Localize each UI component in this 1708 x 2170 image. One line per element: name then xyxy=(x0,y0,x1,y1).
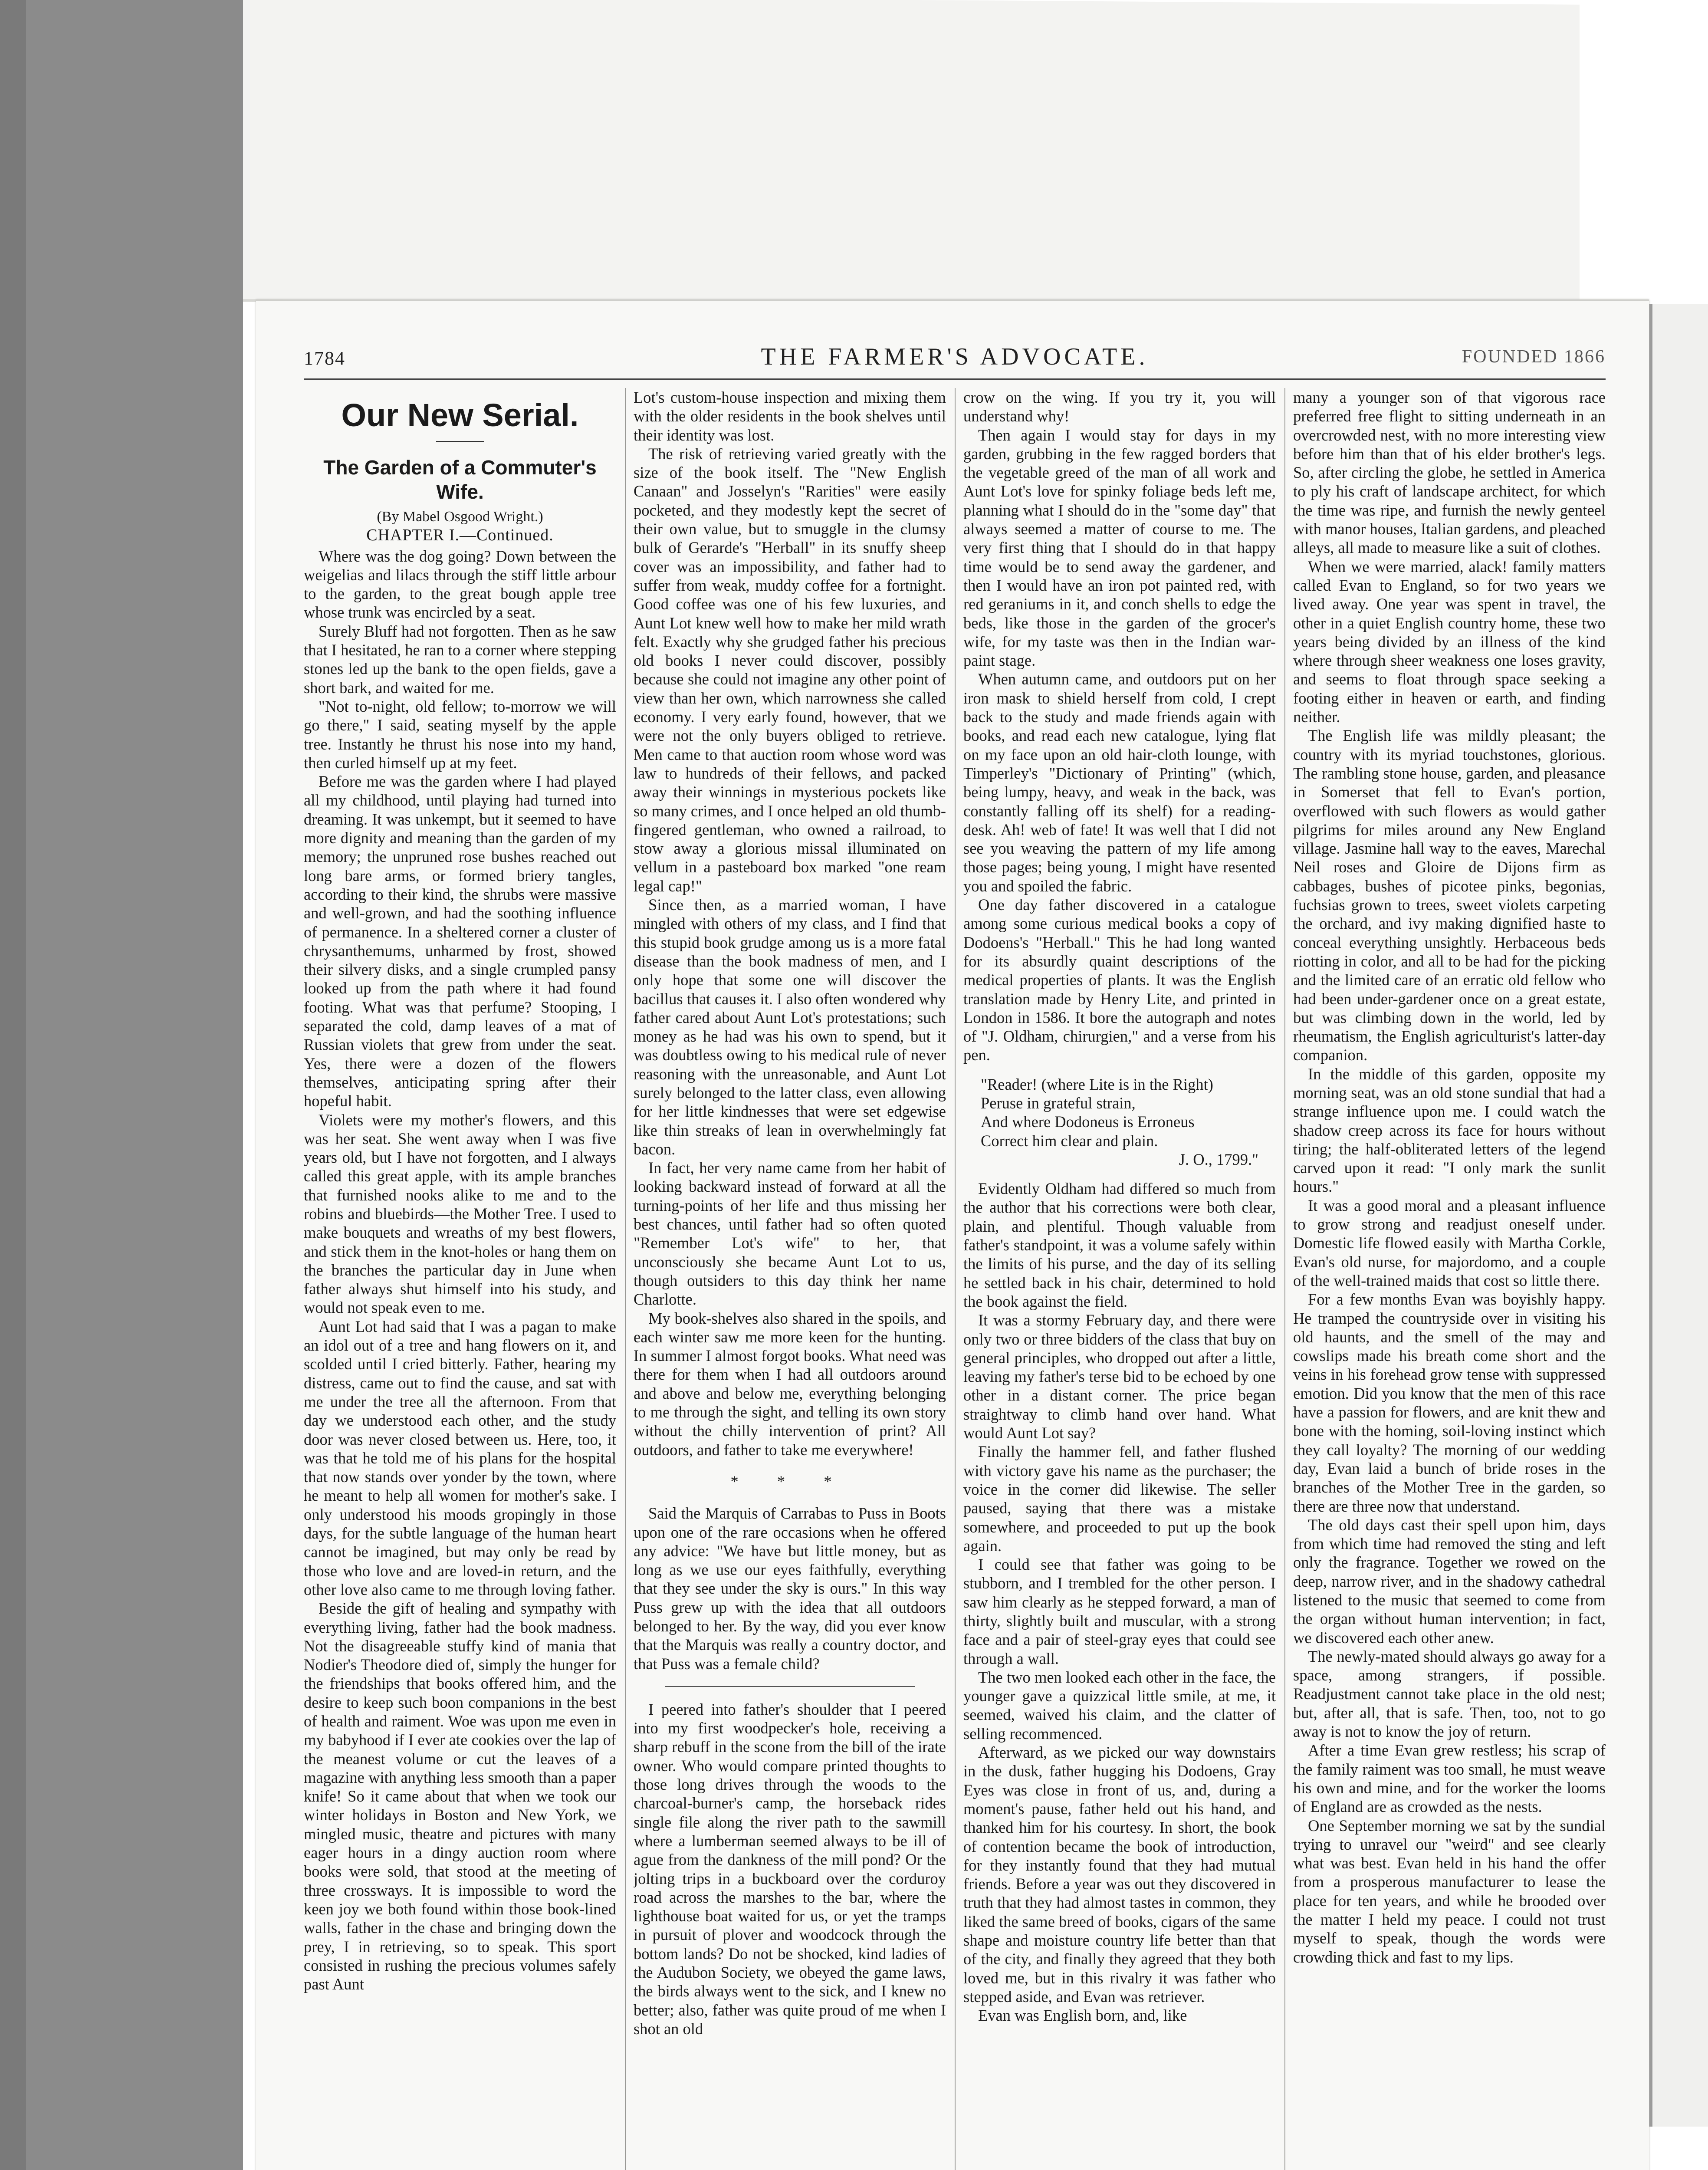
column-2 xyxy=(634,388,946,2170)
paragraph: Lot's custom-house inspection and mixing them with the older residents in the book shelves until their identity was lost. xyxy=(634,388,946,444)
paragraph: After a time Evan grew restless; his scrap of the family raiment was too small, he must weave his own and mine, and for the worker the looms of England are as crowded as the nests. xyxy=(1293,1741,1606,1816)
paragraph: many a younger son of that vigorous race preferred free flight to sitting underneath in an overcrowded nest, with no more interesting view before him than that of his elder brother's legs. So, after circling the globe, he settled in America to ply his craft of landscape architect, for which the time was ripe, and furnish the newly genteel with manor houses, Italian gardens, and pleached alleys, all made to measure like a suit of clothes. xyxy=(1293,388,1606,557)
facing-page-edge xyxy=(1649,304,1708,2127)
chapter-heading: CHAPTER I.—Continued. xyxy=(366,526,554,545)
film-margin-shade xyxy=(26,0,243,2170)
paragraph: In fact, her very name came from her habit of looking backward instead of forward at all the turning-points of her life and thus missing her best chances, until father had so often quoted "Remember Lot's wife" to her, that unconsciously she became Aunt Lot to us, though outsiders to this day think her name Charlotte. xyxy=(634,1159,946,1309)
previous-page-edge xyxy=(243,0,1580,311)
founded-note: FOUNDED 1866 xyxy=(1462,347,1606,367)
section-break: * * * xyxy=(730,1472,849,1490)
paragraph: Beside the gift of healing and sympathy with everything living, father had the book madness. Not the disagreeable stuffy kind of mania that Nodier's Theodore died of, simply the hunger for the friendships that books offered him, and the desire to keep such boon companions in the best of health and raiment. Woe was upon me even in my babyhood if I ever ate cookies over the lap of the meanest volume or cut the leaves of a magazine with anything less smooth than a paper knife! So it came about that when we took our winter holidays in Boston and New York, we mingled music, theatre and pictures with many eager hours in a dingy auction room where books were sold, that stood at the meeting of three crossways. It is impossible to word the keen joy we both found within those book-lined walls, father in the chase and bringing down the prey, I in retrieving, so to speak. This sport consisted in rushing the precious volumes safely past Aunt xyxy=(304,1599,616,1993)
paragraph: One September morning we sat by the sundial trying to unravel our "weird" and see clearly what was best. Evan held in his hand the offer from a prosperous manufacturer to lease the place for ten years, and while he brooded over the matter I held my peace. I could not trust myself to speak, though the words were crowding thick and fast to my lips. xyxy=(1293,1816,1606,1966)
column-divider xyxy=(625,388,626,2170)
paragraph: Surely Bluff had not forgotten. Then as he saw that I hesitated, he ran to a corner where stepping stones led up the bank to the open fields, gave a short bark, and waited for me. xyxy=(304,622,616,697)
byline: (By Mabel Osgood Wright.) xyxy=(377,509,543,525)
paragraph: Evan was English born, and, like xyxy=(978,2006,1187,2025)
column-divider xyxy=(955,388,956,2170)
verse-line: Correct him clear and plain. xyxy=(981,1131,1158,1150)
paragraph: Since then, as a married woman, I have mingled with others of my class, and I find that this stupid book grudge among us is a more fatal disease than the book madness of men, and I only hope that some one will discover the bacillus that causes it. I also often wondered why father cared about Aunt Lot's protestations; such money as he had was his own to spend, but it was doubtless owing to his medical rule of never reasoning with the unreasonable, and Aunt Lot surely belonged to the latter class, even allowing for her little kindnesses that were set edgewise like thin streaks of lean in overwhelmingly fat bacon. xyxy=(634,896,946,1158)
paragraph: Violets were my mother's flowers, and this was her seat. She went away when I was five years old, but I have not forgotten, and I always called this great apple, with its ample branches that furnished nooks alike to me and to the robins and bluebirds—the Mother Tree. I used to make bouquets and wreaths of my best flowers, and stick them in the knot-holes or hang them on the branches the particular day in June when father always shut himself into his study, and would not speak even to me. xyxy=(304,1111,616,1317)
paragraph: The English life was mildly pleasant; the country with its myriad touchstones, glorious. The rambling stone house, garden, and pleasance in Somerset that fell to Evan's portion, overflowed with such flowers as would gather pilgrims for miles around any New England village. Jasmine hall way to the eaves, Marechal Neil roses and Gloire de Dijons firm as cabbages, bushes of picotee pinks, begonias, fuchsias grown to trees, sweet violets carpeting the orchard, and ivy making dignified haste to conceal everything unsightly. Herbaceous beds riotting in color, and all to be had for the picking and the limited care of an erratic old fellow who had been under-gardener once on a great estate, but was climbing down in the world, led by rheumatism, the English agriculturist's latter-day companion. xyxy=(1293,727,1606,1064)
paragraph: The newly-mated should always go away for a space, among strangers, if possible. Readjustment cannot take place in the old nest; but, after all, that is safe. Then, too, not to go away is not to know the joy of return. xyxy=(1293,1647,1606,1741)
section-title: Our New Serial. xyxy=(341,397,579,433)
column-4 xyxy=(1293,388,1606,2170)
paragraph: Then again I would stay for days in my garden, grubbing in the few ragged borders that the vegetable greed of the man of all work and Aunt Lot's love for spinky foliage beds left me, planning what I should do in the "some day" that always seemed a matter of course to me. The very first thing that I should do in that happy time would be to send away the gardener, and then I would have an iron pot painted red, with red geraniums in it, and conch shells to edge the beds, like those in the garden of the grocer's wife, for my taste was then in the Indian war-paint stage. xyxy=(963,426,1276,670)
page-number: 1784 xyxy=(304,348,345,369)
paragraph: In the middle of this garden, opposite my morning seat, was an old stone sundial that had a strange influence upon me. I could watch the shadow creep across its face for hours without tiring; the half-obliterated letters of the legend carved upon it read: "I only mark the sunlit hours." xyxy=(1293,1065,1606,1196)
page-header xyxy=(304,343,1606,373)
paragraph: Before me was the garden where I had played all my childhood, until playing had turned into dreaming. It was unkempt, but it seemed to have more dignity and meaning than the garden of my memory; the unpruned rose bushes reached out long bare arms, or formed briery tangles, according to their kind, the shrubs were massive and well-grown, and had the soothing influence of permanence. In a sheltered corner a cluster of chrysanthemums, unharmed by frost, showed their silvery disks, and a single crumpled pansy looked up from the path where it had found footing. What was that perfume? Stooping, I separated the cold, damp leaves of a mat of Russian violets that grew from under the seat. Yes, there were a dozen of the flowers themselves, anticipating spring after their hopeful habit. xyxy=(304,773,616,1110)
story-title: The Garden of a Commuter's Wife. xyxy=(323,456,597,503)
paragraph: Said the Marquis of Carrabas to Puss in Boots upon one of the rare occasions when he offered any advice: "We have but little money, but as long as we use our eyes faithfully, everything that they see under the sky is ours." In this way Puss grew up with the idea that all outdoors belonged to her. By the way, did you ever know that the Marquis was really a country doctor, and that Puss was a female child? xyxy=(634,1504,946,1673)
title-rule xyxy=(436,441,484,442)
header-rule xyxy=(304,378,1606,380)
paragraph: When we were married, alack! family matters called Evan to England, so for two years we lived away. One year was spent in travel, the other in a quiet English country home, these two years being divided by an illness of the kind where through sheer weakness one loses gravity, and seems to float through space seeking a footing either in heaven or earth, and finding neither. xyxy=(1293,557,1606,726)
paragraph: Where was the dog going? Down between the weigelias and lilacs through the stiff little arbour to the garden, to the great bough apple tree whose trunk was encircled by a seat. xyxy=(304,547,616,621)
newspaper-page xyxy=(256,299,1649,2170)
verse-line: Peruse in grateful strain, xyxy=(981,1094,1136,1112)
column-3 xyxy=(963,388,1276,2170)
paragraph: Evidently Oldham had differed so much from the author that his corrections were both clear, plain, and plentiful. Though valuable from father's standpoint, it was a volume safely within the limits of his purse, and the day of its selling he settled back in his chair, determined to hold the book against the field. xyxy=(963,1180,1276,1310)
paragraph: It was a stormy February day, and there were only two or three bidders of the class that buy on general principles, who dropped out after a little, leaving my father's terse bid to be echoed by one other in a distant corner. The price began straightway to climb hand over hand. What would Aunt Lot say? xyxy=(963,1311,1276,1442)
paragraph: The old days cast their spell upon him, days from which time had removed the sting and left only the fragrance. Together we rowed on the deep, narrow river, and in the shadowy cathedral listened to the music that seemed to come from the organ without human intervention; in fact, we discovered each other anew. xyxy=(1293,1516,1606,1647)
verse-line: "Reader! (where Lite is in the Right) xyxy=(981,1075,1213,1093)
paragraph: The two men looked each other in the face, the younger gave a quizzical little smile, at me, it seemed, waived his claim, and the clatter of selling recommenced. xyxy=(963,1668,1276,1743)
paragraph: The risk of retrieving varied greatly with the size of the book itself. The "New English Canaan" and Josselyn's "Rarities" were easily pocketed, and they modestly kept the secret of their own value, but to smuggle in the clumsy bulk of Gerarde's "Herball" in its snuffy sheep cover was an impossibility, and father had to suffer from weak, muddy coffee for a fortnight. Good coffee was one of his few luxuries, and Aunt Lot knew well how to make her mild wrath felt. Exactly why she grudged father his precious old books I never could discover, possibly because she could not imagine any other point of view than her own, which narrowness she called economy. I very early found, however, that we were not the only buyers obliged to retrieve. Men came to that auction room whose word was law to hundreds of their fellows, and packed away their winnings in mysterious pockets like so many crimes, and I once helped an old thumb-fingered gentleman, who owned a railroad, to stow away a glorious missal illuminated on vellum in a pasteboard box marked "one ream legal cap!" xyxy=(634,444,946,895)
paragraph: "Not to-night, old fellow; to-morrow we will go there," I said, seating myself by the apple tree. Instantly he thrust his nose into my hand, then curled himself up at my feet. xyxy=(304,697,616,772)
column-1 xyxy=(304,388,616,2170)
verse-signature: J. O., 1799." xyxy=(1179,1150,1258,1168)
paragraph: Afterward, as we picked our way downstairs in the dusk, father hugging his Dodoens, Gray Eyes was close in front of us, and, during a moment's pause, father held out his hand, and thanked him for his courtesy. In short, the book of contention became the book of introduction, for they instantly found that they had mutual friends. Before a year was out they discovered in truth that they had almost tastes in common, they liked the same breed of books, cigars of the same shape and moisture country life better than that of the city, and finally they agreed that they both loved me, but in this rivalry it was father who stepped aside, and Evan was retriever. xyxy=(963,1743,1276,2006)
paragraph: Finally the hammer fell, and father flushed with victory gave his name as the purchaser; the voice in the corner did likewise. The seller paused, saying that there was a mistake somewhere, and proceeded to put up the book again. xyxy=(963,1443,1276,1555)
section-rule xyxy=(665,1686,915,1687)
paragraph: When autumn came, and outdoors put on her iron mask to shield herself from cold, I crept back to the study and made friends again with books, and read each new catalogue, lying flat on my face upon an old hair-cloth lounge, with Timperley's "Dictionary of Printing" (which, being lumpy, heavy, and weak in the back, was constantly falling off its shelf) for a reading-desk. Ah! web of fate! It was well that I did not see you weaving the pattern of my life among those pages; being young, I might have resented you and spoiled the fabric. xyxy=(963,670,1276,895)
paragraph: For a few months Evan was boyishly happy. He tramped the countryside over in visiting his old haunts, and the smell of the may and cowslips made his breath come short and the veins in his forehead grow tense with suppressed emotion. Did you know that the men of this race have a passion for flowers, and are knit thew and bone with the homing, soil-loving instinct which they call loyalty? The morning of our wedding day, Evan laid a bunch of bride roses in the branches of the Mother Tree in the garden, so there are three now that understand. xyxy=(1293,1290,1606,1515)
verse xyxy=(981,1075,1276,1169)
paragraph: I could see that father was going to be stubborn, and I trembled for the other person. I saw him clearly as he stepped forward, a man of thirty, slightly built and muscular, with a strong face and a pair of steel-gray eyes that could see through a wall. xyxy=(963,1555,1276,1667)
column-divider xyxy=(1284,388,1285,2170)
paragraph: I peered into father's shoulder that I peered into my first woodpecker's hole, receiving a sharp rebuff in the scone from the bill of the irate owner. Who would compare printed thoughts to those long drives through the woods to the charcoal-burner's camp, the horseback rides single file along the river path to the sawmill where a lumberman seemed always to be ill of ague from the dankness of the mill pond? Or the jolting trips in a buckboard over the corduroy road across the marshes to the bar, where the lighthouse boat waited for us, or yet the tramps in pursuit of plover and woodcock through the bottom lands? Do not be shocked, kind ladies of the Audubon Society, we obeyed the game laws, the birds always went to the sick, and I knew no better; also, father was quite proud of me when I shot an old xyxy=(634,1700,946,2038)
verse-line: And where Dodoneus is Erroneus xyxy=(981,1113,1195,1131)
paragraph: Aunt Lot had said that I was a pagan to make an idol out of a tree and hang flowers on it, and scolded until I cried bitterly. Father, hearing my distress, came out to find the cause, and sat with me under the tree all the afternoon. From that day we understood each other, and the study door was never closed between us. Here, too, it was that he told me of his plans for the hospital that now stands over yonder by the town, where he meant to help all women for mother's sake. I only understood his moods gropingly in those days, for the subtle language of the human heart cannot be imagined, but may only be read by those who love and are loved-in return, and the other love also came to me through loving father. xyxy=(304,1317,616,1598)
paragraph: One day father discovered in a catalogue among some curious medical books a copy of Dodoens's "Herball." This he had long wanted for its absurdly quaint descriptions of the medical properties of plants. It was the English translation made by Henry Lite, and printed in London in 1586. It bore the autograph and notes of "J. Oldham, chirurgien," and a verse from his pen. xyxy=(963,896,1276,1064)
masthead: THE FARMER'S ADVOCATE. xyxy=(761,343,1149,370)
paragraph: It was a good moral and a pleasant influence to grow strong and readjust oneself under. Domestic life flowed easily with Martha Corkle, Evan's old nurse, for majordomo, and a couple of the well-trained maids that cost so little there. xyxy=(1293,1196,1606,1289)
paragraph: My book-shelves also shared in the spoils, and each winter saw me more keen for the hunting. In summer I almost forgot books. What need was there for them when I had all outdoors around and above and below me, everything belonging to me through the sight, and telling its own story without the chilly intervention of print? All outdoors, and father to take me everywhere! xyxy=(634,1309,946,1459)
paragraph: crow on the wing. If you try it, you will understand why! xyxy=(963,388,1276,425)
film-margin xyxy=(0,0,243,2170)
